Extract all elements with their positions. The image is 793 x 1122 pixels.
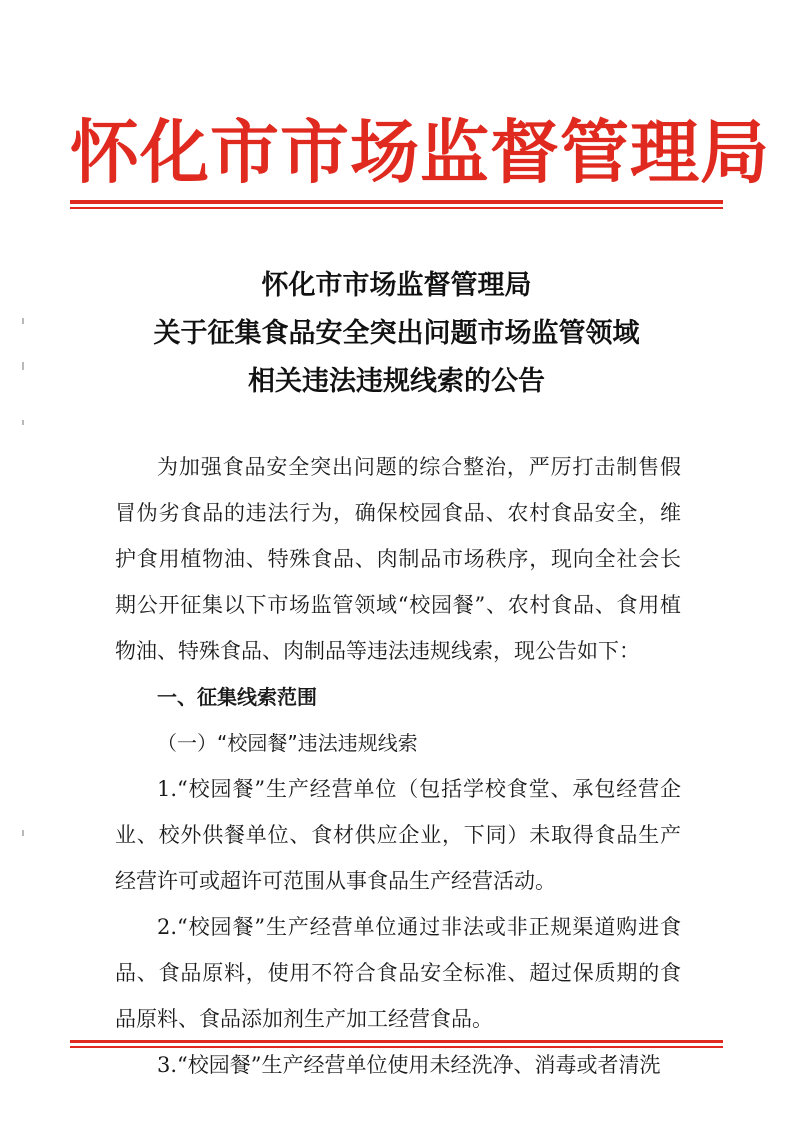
scan-artifact: [22, 420, 24, 425]
section-heading: 一、征集线索范围: [157, 685, 317, 709]
subsection-heading: （一）“校园餐”违法违规线索: [157, 731, 418, 755]
list-item: 3.“校园餐”生产经营单位使用未经洗净、消毒或者清洗: [157, 1053, 661, 1077]
letterhead-org-name: 怀化市市场监督管理局: [70, 113, 770, 193]
document-body: [115, 444, 681, 1088]
list-item: 1.“校园餐”生产经营单位（包括学校食堂、承包经营企业、校外供餐单位、食材供应企业，下同）未取得食品生产经营许可或超许可范围从事食品生产经营活动。: [115, 777, 681, 893]
letterhead-divider: [70, 200, 723, 204]
scan-artifact: [22, 318, 24, 324]
scan-artifact: [22, 830, 24, 836]
list-item: 2.“校园餐”生产经营单位通过非法或非正规渠道购进食品、食品原料，使用不符合食品安全标准、超过保质期的食品原料、食品添加剂生产加工经营食品。: [115, 915, 681, 1031]
title-line-2: 关于征集食品安全突出问题市场监管领域: [153, 318, 640, 349]
footer-divider-thin: [70, 1046, 723, 1048]
title-line-3: 相关违法违规线索的公告: [248, 366, 545, 397]
title-line-1: 怀化市市场监督管理局: [261, 270, 532, 301]
document-title: [70, 262, 723, 406]
letterhead-divider-thin: [70, 207, 723, 209]
intro-paragraph: 为加强食品安全突出问题的综合整治，严厉打击制售假冒伪劣食品的违法行为，确保校园食品、农村食品安全，维护食用植物油、特殊食品、肉制品市场秩序，现向全社会长期公开征集以下市场监管领域“校园餐”、农村食品、食用植物油、特殊食品、肉制品等违法违规线索，现公告如下：: [115, 455, 681, 663]
scan-artifact: [22, 362, 24, 370]
footer-divider: [70, 1040, 723, 1043]
